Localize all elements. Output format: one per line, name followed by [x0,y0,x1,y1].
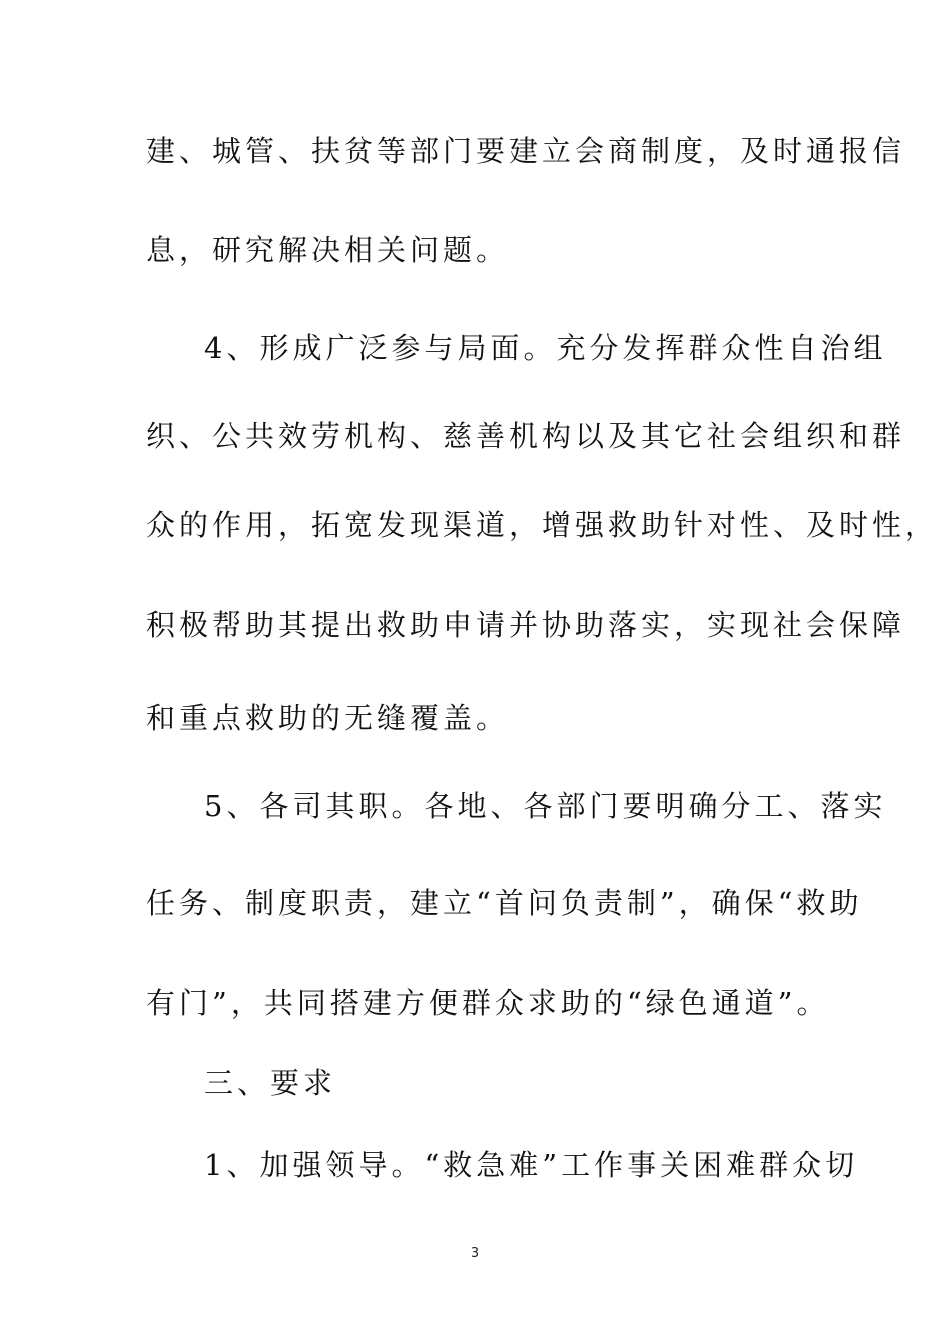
body-text-line: 积极帮助其提出救助申请并协助落实，实现社会保障 [146,608,906,642]
body-text-line: 息，研究解决相关问题。 [146,233,510,267]
body-text-line: 和重点救助的无缝覆盖。 [146,701,510,735]
body-text-line: 建、城管、扶贫等部门要建立会商制度，及时通报信 [146,134,906,168]
body-text-line: 有门”，共同搭建方便群众求助的“绿色通道”。 [146,986,830,1020]
paragraph-start-line: 1、加强领导。“救急难”工作事关困难群众切 [204,1148,859,1182]
paragraph-start-line: 5、各司其职。各地、各部门要明确分工、落实 [204,789,887,823]
section-heading: 三、要求 [204,1066,337,1100]
paragraph-start-line: 4、形成广泛参与局面。充分发挥群众性自治组 [204,331,887,365]
body-text-line: 织、公共效劳机构、慈善机构以及其它社会组织和群 [146,419,906,453]
body-text-line: 任务、制度职责，建立“首问负责制”，确保“救助 [146,886,863,920]
body-text-line: 众的作用，拓宽发现渠道，增强救助针对性、及时性， [146,508,939,542]
page-number: 3 [470,1246,480,1261]
